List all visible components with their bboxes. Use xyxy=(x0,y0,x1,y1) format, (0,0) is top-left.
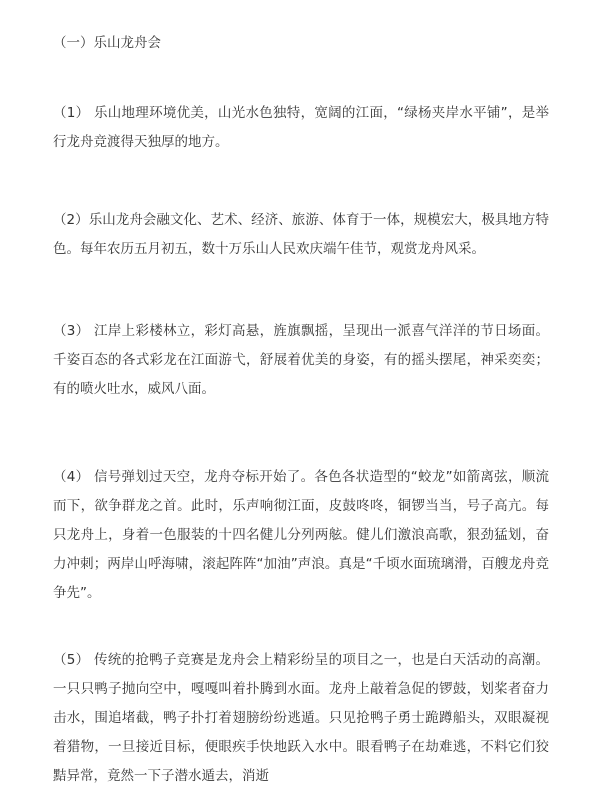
paragraph-1: （1） 乐山地理环境优美，山光水色独特，宽阔的江面，“绿杨夹岸水平铺”，是举行龙舟竞渡得天独厚的地方。 xyxy=(53,105,549,150)
paragraph-4: （4） 信号弹划过天空，龙舟夺标开始了。各色各状造型的“蛟龙”如箭离弦，顺流而下，欲争群龙之首。此时，乐声响彻江面，皮鼓咚咚，铜锣当当，号子高亢。每只龙舟上，身着一色服装的十四名健儿分列两舷。健儿们激浪高歌，狠劲猛划，奋力冲刺；两岸山呼海啸，滚起阵阵“加油”声浪。真是“千顷水面琉璃滑，百艘龙舟竞争先”。 xyxy=(53,469,549,601)
paragraph-3: （3） 江岸上彩楼林立，彩灯高悬，旌旗飘摇，呈现出一派喜气洋洋的节日场面。千姿百态的各式彩龙在江面游弋，舒展着优美的身姿，有的摇头摆尾，神采奕奕；有的喷火吐水，威风八面。 xyxy=(53,323,549,397)
section-heading: （一）乐山龙舟会 xyxy=(53,35,161,51)
paragraph-5: （5） 传统的抢鸭子竞赛是龙舟会上精彩纷呈的项目之一，也是白天活动的高潮。一只只鸭子抛向空中，嘎嘎叫着扑腾到水面。龙舟上敲着急促的锣鼓，划桨者奋力击水，围追堵截，鸭子扑打着翅膀纷纷逃遁。只见抢鸭子勇士跪蹲船头，双眼凝视着猎物，一旦接近目标，便眼疾手快地跃入水中。眼看鸭子在劫难逃，不料它们狡黠异常，竟然一下子潜水遁去，消逝 xyxy=(53,652,549,784)
paragraph-2: （2）乐山龙舟会融文化、艺术、经济、旅游、体育于一体，规模宏大，极具地方特色。每年农历五月初五，数十万乐山人民欢庆端午佳节，观赏龙舟风采。 xyxy=(53,212,549,257)
